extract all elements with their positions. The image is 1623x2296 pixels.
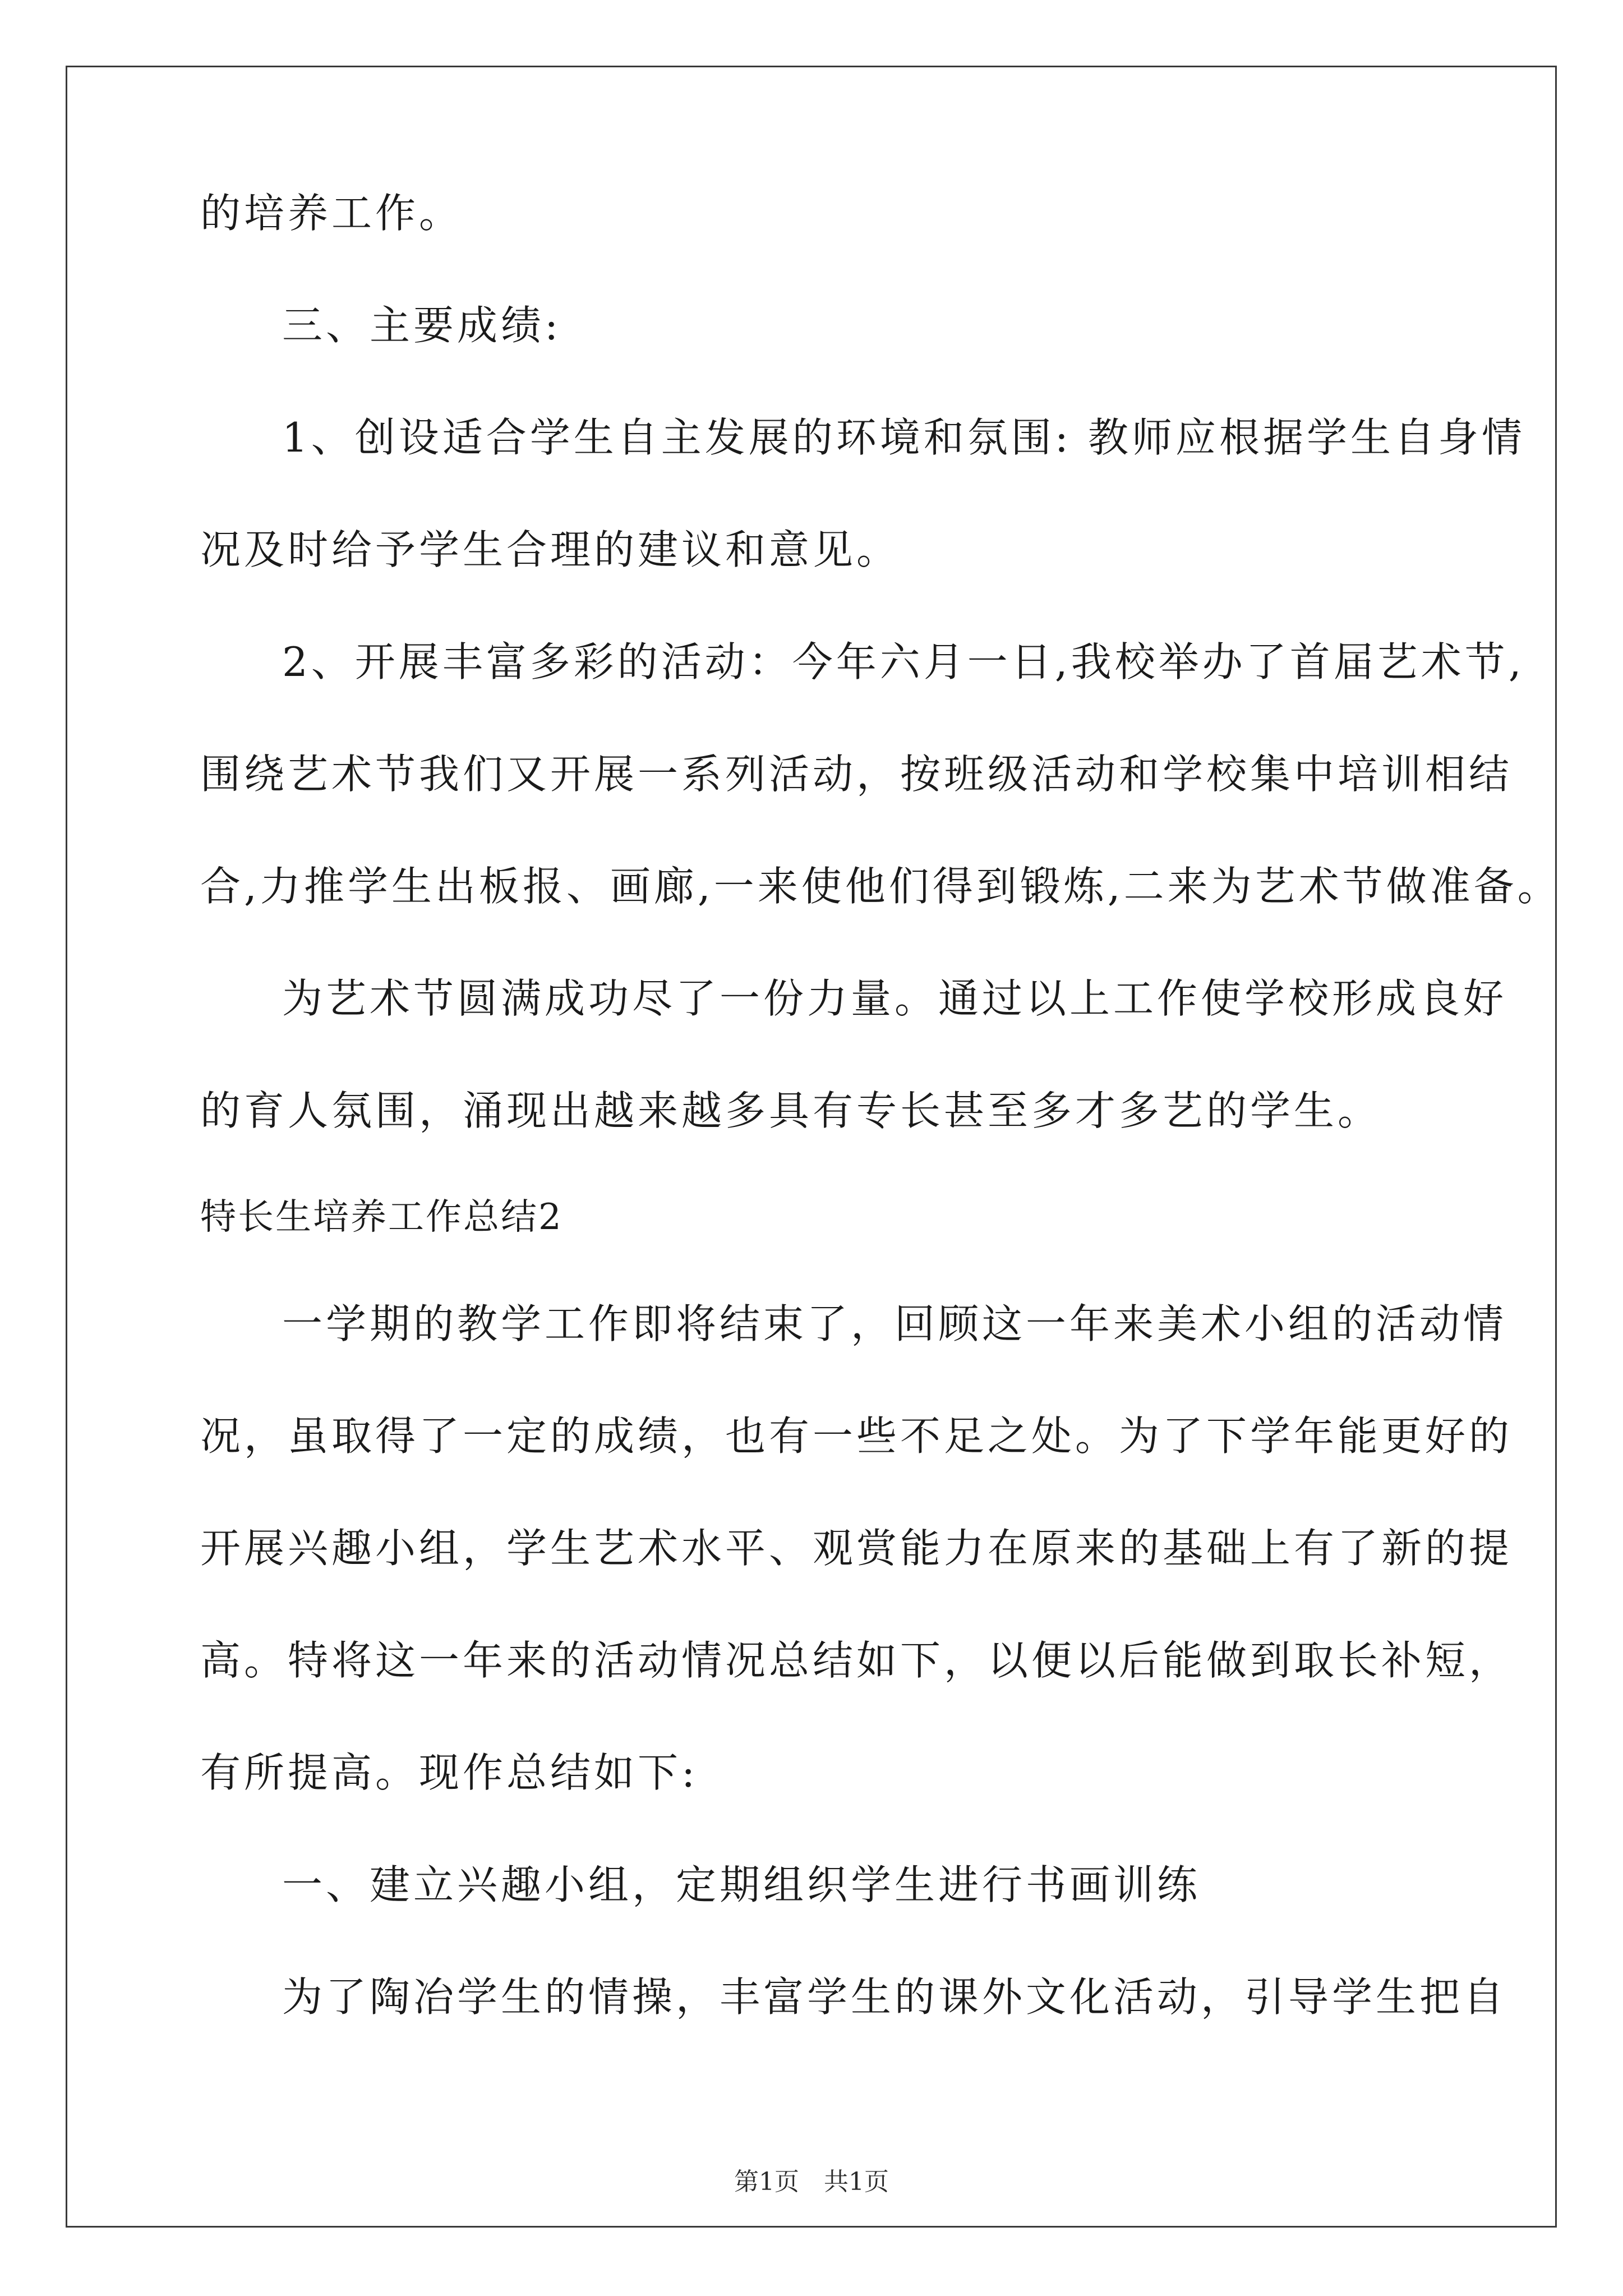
page-footer: 第1页 共1页	[734, 2168, 889, 2196]
text-line: 为了陶冶学生的情操，丰富学生的课外文化活动，引导学生把自	[282, 1973, 1507, 2021]
document-title: 特长生培养工作总结2	[200, 1197, 563, 1238]
text-line: 况，虽取得了一定的成绩，也有一些不足之处。为了下学年能更好的	[200, 1412, 1513, 1460]
section-heading: 三、主要成绩:	[282, 302, 562, 349]
text-line: 2、开展丰富多彩的活动：今年六月一日,我校举办了首届艺术节,	[282, 638, 1525, 685]
text-line: 的培养工作。	[200, 190, 463, 237]
text-line: 合,力推学生出板报、画廊,一来使他们得到锻炼,二来为艺术节做准备。	[200, 863, 1561, 910]
text-line: 开展兴趣小组，学生艺术水平、观赏能力在原来的基础上有了新的提	[200, 1525, 1513, 1572]
text-line: 一学期的教学工作即将结束了，回顾这一年来美术小组的活动情	[282, 1300, 1507, 1347]
text-line: 为艺术节圆满成功尽了一份力量。通过以上工作使学校形成良好	[282, 975, 1507, 1022]
text-line: 有所提高。现作总结如下:	[200, 1749, 699, 1796]
text-line: 况及时给予学生合理的建议和意见。	[200, 526, 901, 573]
text-line: 1、创设适合学生自主发展的环境和氛围: 教师应根据学生自身情	[282, 414, 1525, 461]
text-line: 围绕艺术节我们又开展一系列活动，按班级活动和学校集中培训相结	[200, 751, 1513, 798]
section-heading: 一、建立兴趣小组，定期组织学生进行书画训练	[282, 1861, 1201, 1908]
text-line: 的育人氛围，涌现出越来越多具有专长甚至多才多艺的学生。	[200, 1087, 1382, 1134]
text-line: 高。特将这一年来的活动情况总结如下，以便以后能做到取长补短，	[200, 1637, 1513, 1684]
